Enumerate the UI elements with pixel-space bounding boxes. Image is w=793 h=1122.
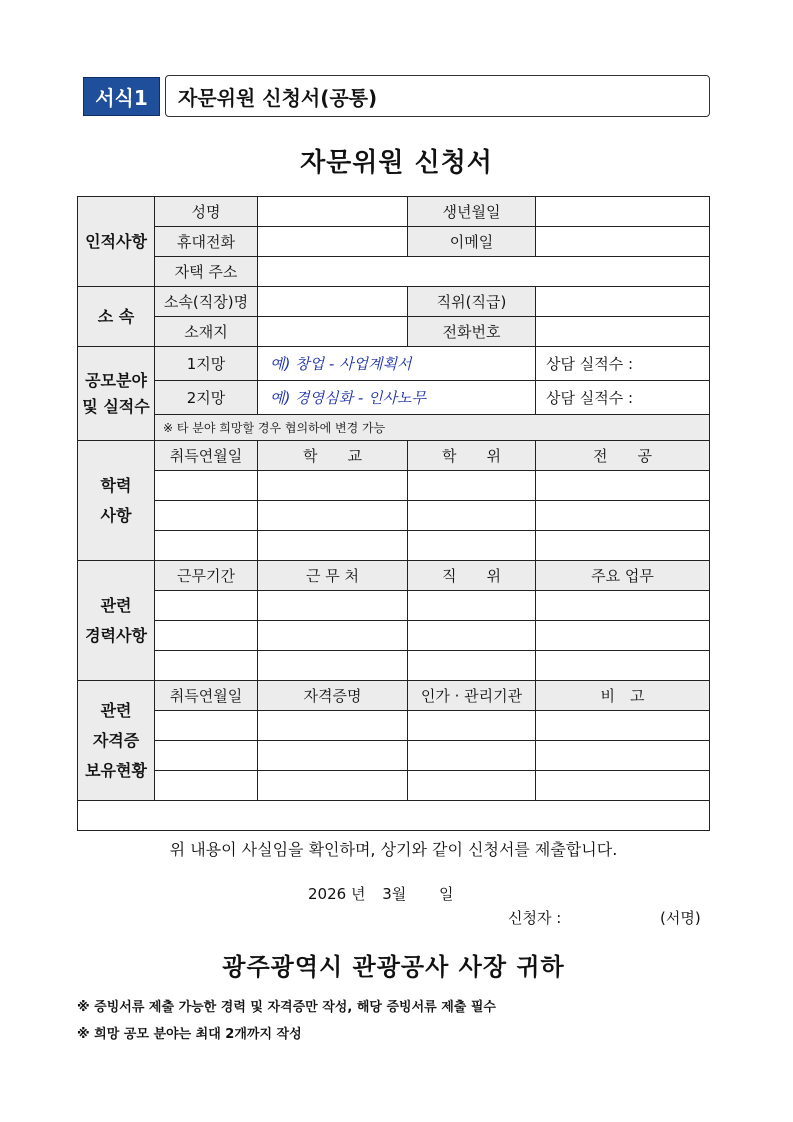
career-cell[interactable] [536,591,710,621]
first-choice-example[interactable]: 예) 창업 - 사업계획서 [258,347,536,381]
form-header-title: 자문위원 신청서(공통) [165,75,710,117]
phone-label: 휴대전화 [155,227,258,257]
footnote-2: ※ 희망 공모 분야는 최대 2개까지 작성 [77,1027,302,1042]
career-cell[interactable] [258,651,408,681]
career-cell[interactable] [155,621,258,651]
license-header-row [78,681,710,711]
education-cell[interactable] [408,531,536,561]
phone-field[interactable] [258,227,408,257]
location-field[interactable] [258,317,408,347]
second-choice-example[interactable]: 예) 경영심화 - 인사노무 [258,381,536,415]
declaration-statement: 위 내용이 사실임을 확인하며, 상기와 같이 신청서를 제출합니다. [169,840,618,859]
license-header-name: 자격증명 [258,681,408,711]
birth-label: 생년월일 [408,197,536,227]
document-title: 자문위원 신청서 [300,148,493,178]
footnote-1: ※ 증빙서류 제출 가능한 경력 및 자격증만 작성, 해당 증빙서류 제출 필수 [77,1000,496,1015]
field-row-3 [78,415,710,441]
license-cell[interactable] [155,771,258,801]
tel-label: 전화번호 [408,317,536,347]
affiliation-section-label: 소 속 [78,287,155,347]
career-row [78,621,710,651]
career-header-period: 근무기간 [155,561,258,591]
license-section-label [78,681,155,801]
education-header-school: 학 교 [258,441,408,471]
license-cell[interactable] [155,711,258,741]
declaration-row [78,801,710,831]
education-cell[interactable] [408,471,536,501]
org-field[interactable] [258,287,408,317]
second-choice-label: 2지망 [155,381,258,415]
career-cell[interactable] [408,591,536,621]
field-section-line2: 및 실적수 [82,396,150,416]
license-header-authority: 인가 · 관리기관 [408,681,536,711]
license-cell[interactable] [408,711,536,741]
declaration-cell [78,801,710,981]
field-change-note: ※ 타 분야 희망할 경우 협의하에 변경 가능 [155,415,710,441]
education-row [78,501,710,531]
field-section-label [78,347,155,441]
education-cell[interactable] [536,501,710,531]
career-cell[interactable] [155,651,258,681]
date-line [308,883,466,904]
career-cell[interactable] [408,621,536,651]
career-cell[interactable] [155,591,258,621]
career-row [78,651,710,681]
personal-row-2 [78,227,710,257]
form-number-badge: 서식1 [83,77,160,116]
license-cell[interactable] [536,771,710,801]
career-cell[interactable] [536,651,710,681]
signature-label: (서명) [660,909,701,927]
education-cell[interactable] [258,471,408,501]
license-header-remarks: 비 고 [536,681,710,711]
personal-row-1 [78,197,710,227]
date-year[interactable]: 2026 년 [308,885,366,903]
license-cell[interactable] [536,711,710,741]
license-cell[interactable] [408,771,536,801]
applicant-label[interactable]: 신청자 : [508,909,562,927]
career-cell[interactable] [258,621,408,651]
education-cell[interactable] [536,471,710,501]
career-section-label [78,561,155,681]
license-cell[interactable] [155,741,258,771]
field-section-line1: 공모분야 [85,370,147,390]
address-label: 자택 주소 [155,257,258,287]
addressee: 광주광역시 관광공사 사장 귀하 [222,953,565,981]
education-cell[interactable] [258,501,408,531]
education-row [78,471,710,501]
first-choice-count[interactable]: 상담 실적수 : [536,347,710,381]
education-section-line2: 사항 [100,505,132,525]
career-header-row [78,561,710,591]
license-row [78,771,710,801]
education-header-date: 취득연월일 [155,441,258,471]
license-cell[interactable] [408,741,536,771]
career-cell[interactable] [258,591,408,621]
email-label: 이메일 [408,227,536,257]
first-choice-label: 1지망 [155,347,258,381]
second-choice-count[interactable]: 상담 실적수 : [536,381,710,415]
license-section-line3: 보유현황 [85,760,147,780]
education-section-label [78,441,155,561]
personal-section-label: 인적사항 [78,197,155,287]
field-row-1 [78,347,710,381]
birth-field[interactable] [536,197,710,227]
position-field[interactable] [536,287,710,317]
date-day[interactable]: 일 [439,885,454,903]
education-row [78,531,710,561]
education-cell[interactable] [536,531,710,561]
education-cell[interactable] [155,501,258,531]
license-cell[interactable] [536,741,710,771]
license-cell[interactable] [258,771,408,801]
name-label: 성명 [155,197,258,227]
license-cell[interactable] [258,741,408,771]
education-section-line1: 학력 [100,475,132,495]
education-header-degree: 학 위 [408,441,536,471]
career-header-workplace: 근 무 처 [258,561,408,591]
name-field[interactable] [258,197,408,227]
license-header-date: 취득연월일 [155,681,258,711]
career-header-duties: 주요 업무 [536,561,710,591]
tel-field[interactable] [536,317,710,347]
org-label: 소속(직장)명 [155,287,258,317]
affiliation-row-1 [78,287,710,317]
position-label: 직위(직급) [408,287,536,317]
affiliation-row-2 [78,317,710,347]
license-row [78,711,710,741]
application-form-table [77,196,710,981]
license-row [78,741,710,771]
license-section-line2: 자격증 [92,730,140,750]
date-month[interactable]: 3월 [382,885,407,903]
career-section-line2: 경력사항 [85,625,147,645]
education-header-major: 전 공 [536,441,710,471]
address-field[interactable] [258,257,710,287]
education-cell[interactable] [155,471,258,501]
education-cell[interactable] [258,531,408,561]
education-header-row [78,441,710,471]
career-header-position: 직 위 [408,561,536,591]
personal-row-3 [78,257,710,287]
career-cell[interactable] [408,651,536,681]
career-section-line1: 관련 [100,595,132,615]
education-cell[interactable] [408,501,536,531]
location-label: 소재지 [155,317,258,347]
license-section-line1: 관련 [100,700,132,720]
career-row [78,591,710,621]
email-field[interactable] [536,227,710,257]
field-row-2 [78,381,710,415]
education-cell[interactable] [155,531,258,561]
license-cell[interactable] [258,711,408,741]
career-cell[interactable] [536,621,710,651]
